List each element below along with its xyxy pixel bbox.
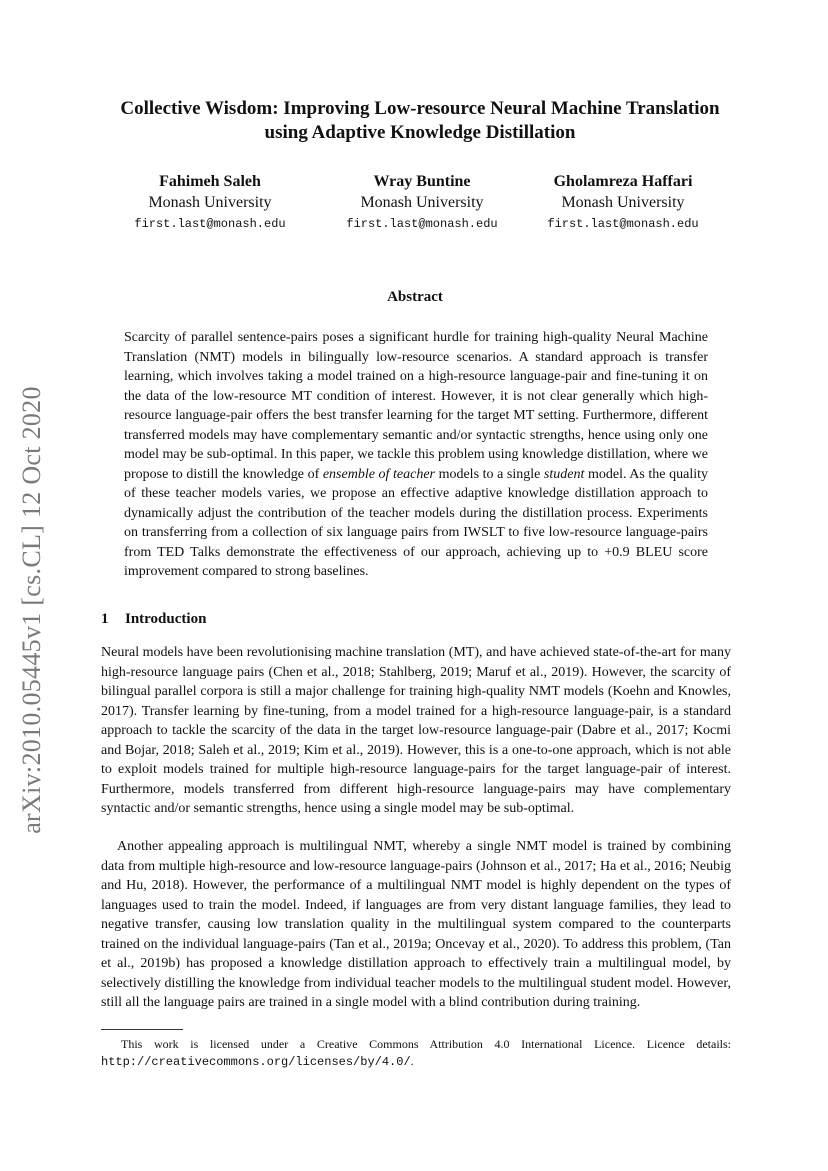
licence-link[interactable]: http://creativecommons.org/licenses/by/4.0/ bbox=[101, 1055, 411, 1069]
abstract-emphasis: ensemble of teacher bbox=[322, 466, 435, 482]
section-number: 1 bbox=[101, 611, 109, 627]
arxiv-side-stamp bbox=[12, 370, 52, 850]
intro-paragraph-1: Neural models have been revolutionising machine translation (MT), and have achieved state-of-the-art for many high-resource language pairs (Chen et al., 2018; Stahlberg, 2019; Maruf et al., 2019). However, the scarcity of bilingual parallel corpora is still a major challenge for training high-quality NMT models (Koehn and Knowles, 2017). Transfer learning by fine-tuning, from a model trained for a high-resource language-pair, is a standard approach to tackle the scarcity of the data in the target low-resource language-pair (Dabre et al., 2017; Kocmi and Bojar, 2018; Saleh et al., 2019; Kim et al., 2019). However, this is a one-to-one approach, which is not able to exploit models trained for multiple high-resource language-pairs for the target language-pair of interest. Furthermore, models transferred from different high-resource language-pairs may have complementary syntactic and/or semantic strengths, hence using a single model may be sub-optimal. bbox=[101, 645, 731, 816]
author-name: Wray Buntine bbox=[373, 173, 471, 190]
abstract-text: Scarcity of parallel sentence-pairs poses a significant hurdle for training high-quality Neural Machine Translation (NMT) models in bilingually low-resource scenarios. A standard approach is transfer learning, which involves taking a model trained on a high-resource language-pair and fine-tuning it on the data of the low-resource MT condition of interest. However, it is not clear generally which high-resource language-pair offers the best transfer learning for the target MT setting. Furthermore, different transferred models may have complementary semantic and/or syntactic strengths, hence using only one model may be sub-optimal. In this paper, we tackle this problem using knowledge distillation, where we propose to distill the knowledge of bbox=[124, 330, 708, 482]
abstract-text: models to a single bbox=[434, 466, 544, 482]
author-affiliation: Monash University bbox=[360, 194, 484, 211]
author-email: first.last@monash.edu bbox=[547, 217, 699, 231]
author-block bbox=[513, 172, 733, 234]
footnote-text: This work is licensed under a Creative Commons Attribution 4.0 International Licence. Licence details: bbox=[121, 1037, 731, 1051]
author-name: Gholamreza Haffari bbox=[553, 173, 693, 190]
title-line-1: Collective Wisdom: Improving Low-resource Neural Machine Translation bbox=[120, 98, 720, 119]
author-email: first.last@monash.edu bbox=[346, 217, 498, 231]
title-line-2: using Adaptive Knowledge Distillation bbox=[264, 122, 576, 143]
footnote-rule bbox=[101, 1029, 183, 1030]
abstract-text: model. As the quality of these teacher models varies, we propose an effective adaptive knowledge distillation approach to dynamically adjust the contribution of the teacher models during the distillation process. Experiments on transferring from a collection of six language pairs from IWSLT to five low-resource language-pairs from TED Talks demonstrate the effectiveness of our approach, achieving up to +0.9 BLEU score improvement compared to strong baselines. bbox=[124, 466, 708, 579]
author-affiliation: Monash University bbox=[561, 194, 685, 211]
footnote-end: . bbox=[410, 1054, 414, 1068]
author-block bbox=[100, 172, 320, 234]
section-heading bbox=[101, 611, 206, 628]
author-email: first.last@monash.edu bbox=[134, 217, 286, 231]
paper-title bbox=[80, 97, 760, 145]
section-title: Introduction bbox=[125, 611, 207, 627]
intro-paragraph-2: Another appealing approach is multilingual NMT, whereby a single NMT model is trained by combining data from multiple high-resource and low-resource language-pairs (Johnson et al., 2017; Ha et al., 2016; Neubig and Hu, 2018). However, the performance of a multilingual NMT model is highly dependent on the types of languages used to train the model. Indeed, if languages are from very distant language families, they lead to negative transfer, causing low translation quality in the multilingual system compared to the counterparts trained on the individual language-pairs (Tan et al., 2019a; Oncevay et al., 2020). To address this problem, (Tan et al., 2019b) has proposed a knowledge distillation approach to effectively train a multilingual model, by selectively distilling the knowledge from individual teacher models to the multilingual student model. However, still all the language pairs are trained in a single model with a blind contribution during training. bbox=[101, 839, 731, 1010]
author-affiliation: Monash University bbox=[148, 194, 272, 211]
author-name: Fahimeh Saleh bbox=[159, 173, 261, 190]
author-block bbox=[312, 172, 532, 234]
abstract-body bbox=[124, 328, 708, 582]
footnote bbox=[101, 1036, 731, 1071]
abstract-heading: Abstract bbox=[387, 289, 443, 305]
abstract-emphasis: student bbox=[543, 466, 585, 482]
arxiv-identifier: arXiv:2010.05445v1 [cs.CL] 12 Oct 2020 bbox=[17, 386, 46, 834]
